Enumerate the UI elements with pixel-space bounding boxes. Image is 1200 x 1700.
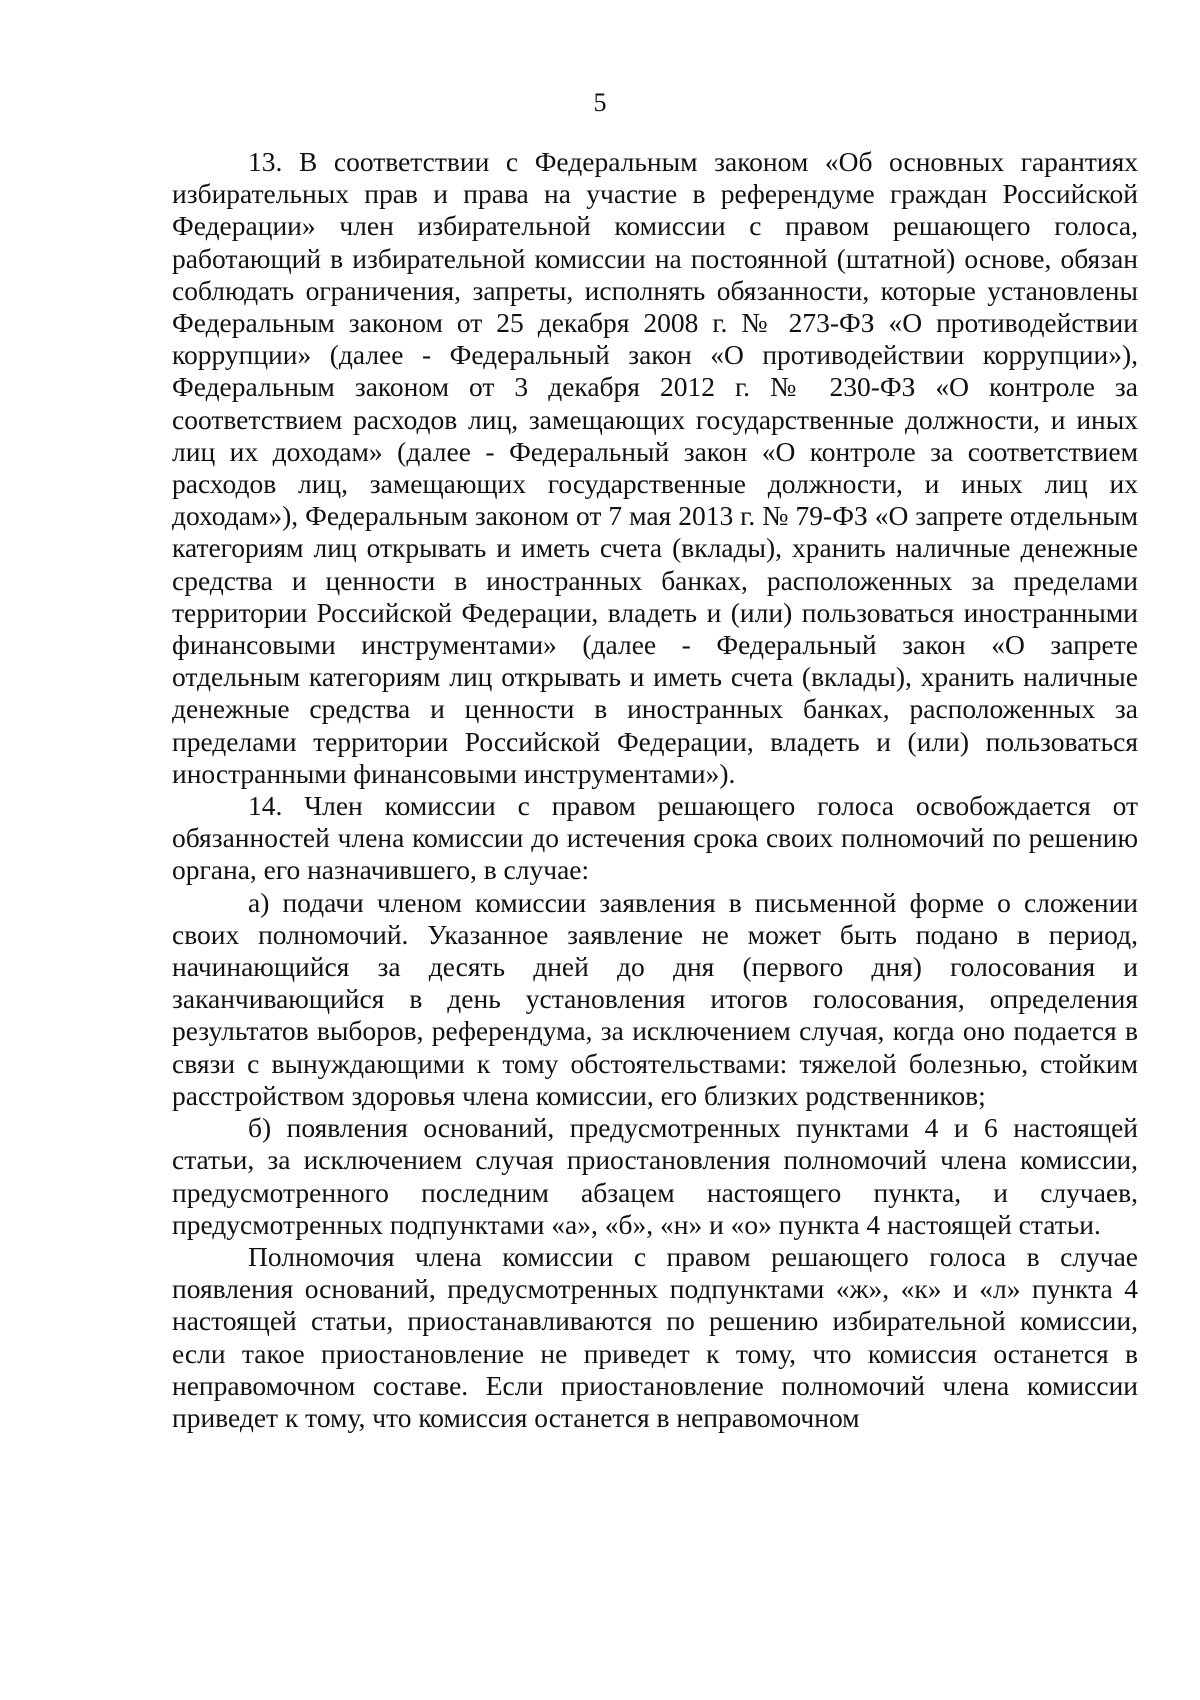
subparagraph-b: б) появления оснований, предусмотренных пунктами 4 и 6 настоящей статьи, за исключением случая приостановления полномочий члена комиссии, предусмотренного последним абзацем настоящего пункта, и случаев, предусмотренных подпунктами «а», «б», «н» и «о» пункта 4 настоящей статьи. (172, 1112, 1138, 1240)
paragraph-suspension: Полномочия члена комиссии с правом решающего голоса в случае появления оснований, предусмотренных подпунктами «ж», «к» и «л» пункта 4 настоящей статьи, приостанавливаются по решению избирательной комиссии, если такое приостановление не приведет к тому, что комиссия останется в неправомочном составе. Если приостановление полномочий члена комиссии приведет к тому, что комиссия останется в неправомочном (172, 1240, 1138, 1433)
subparagraph-a: а) подачи членом комиссии заявления в письменной форме о сложении своих полномочий. Указанное заявление не может быть подано в период, начинающийся за десять дней до дня (первого дня) голосования и заканчивающийся в день установления итогов голосования, определения результатов выборов, референдума, за исключением случая, когда оно подается в связи с вынуждающими к тому обстоятельствами: тяжелой болезнью, стойким расстройством здоровья члена комиссии, его близких родственников; (172, 886, 1138, 1111)
paragraph-13: 13. В соответствии с Федеральным законом «Об основных гарантиях избирательных прав и права на участие в референдуме граждан Российской Федерации» член избирательной комиссии с правом решающего голоса, работающий в избирательной комиссии на постоянной (штатной) основе, обязан соблюдать ограничения, запреты, исполнять обязанности, которые установлены Федеральным законом от 25 декабря 2008 г. № 273-ФЗ «О противодействии коррупции» (далее - Федеральный закон «О противодействии коррупции»), Федеральным законом от 3 декабря 2012 г. № 230-ФЗ «О контроле за соответствием расходов лиц, замещающих государственные должности, и иных лиц их доходам» (далее - Федеральный закон «О контроле за соответствием расходов лиц, замещающих государственные должности, и иных лиц их доходам»), Федеральным законом от 7 мая 2013 г. № 79-ФЗ «О запрете отдельным категориям лиц открывать и иметь счета (вклады), хранить наличные денежные средства и ценности в иностранных банках, расположенных за пределами территории Российской Федерации, владеть и (или) пользоваться иностранными финансовыми инструментами» (далее - Федеральный закон «О запрете отдельным категориям лиц открывать и иметь счета (вклады), хранить наличные денежные средства и ценности в иностранных банках, расположенных за пределами территории Российской Федерации, владеть и (или) пользоваться иностранными финансовыми инструментами»). (172, 146, 1138, 789)
page-number: 5 (593, 88, 607, 117)
paragraph-14: 14. Член комиссии с правом решающего голоса освобождается от обязанностей члена комиссии до истечения срока своих полномочий по решению органа, его назначившего, в случае: (172, 790, 1138, 886)
document-body (172, 146, 1138, 1434)
